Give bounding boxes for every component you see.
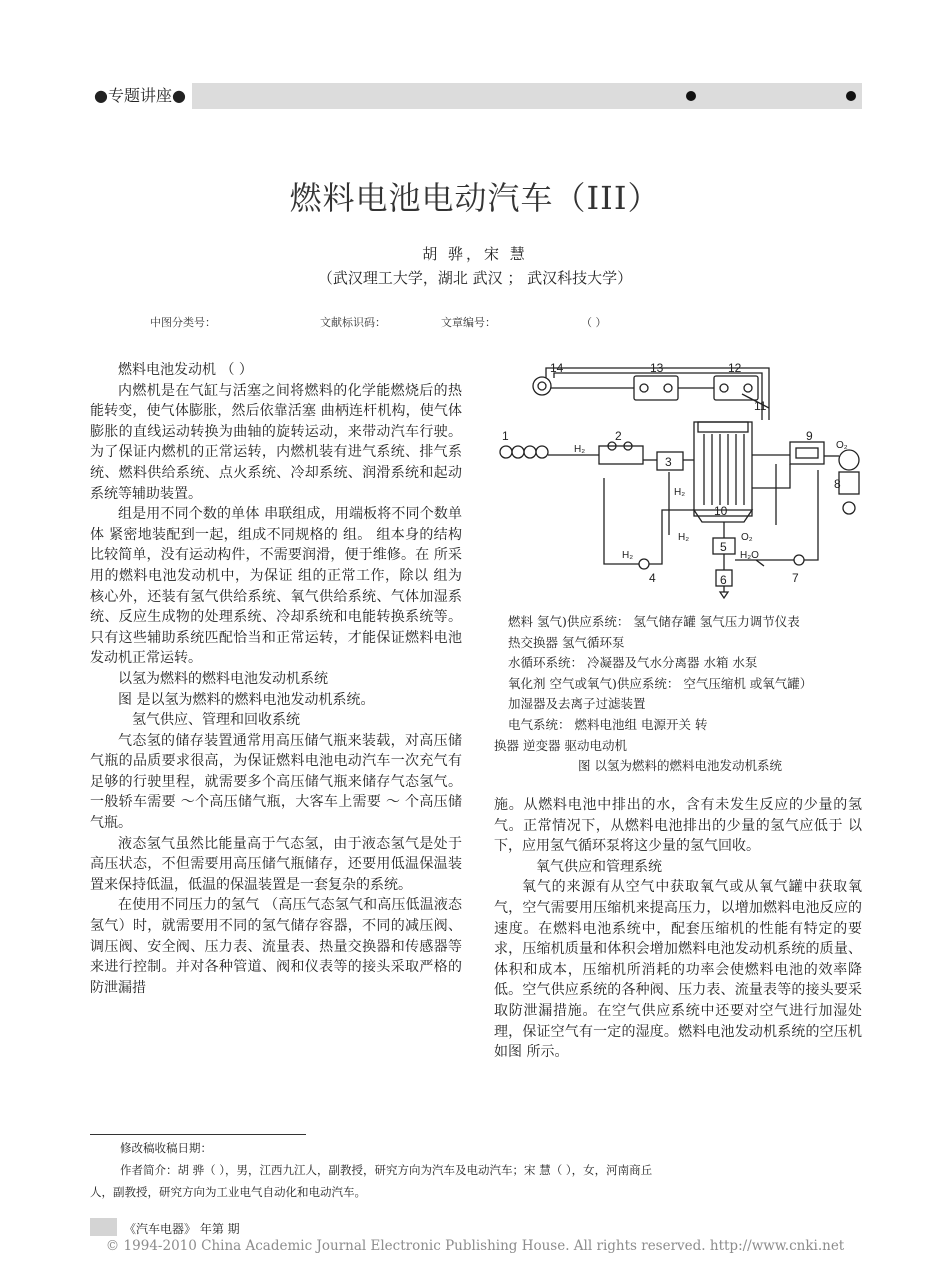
footnote: [90, 1137, 862, 1203]
component-label: 12: [728, 361, 742, 375]
column-tag: ●专题讲座●: [90, 83, 192, 109]
gas-label-h2o: H₂O: [740, 550, 759, 561]
article-number-parens: （ ）: [581, 316, 607, 329]
inverter-shape: [640, 384, 648, 392]
fuel-cell-system-diagram: [494, 360, 864, 612]
received-date: 修改稿收稿日期：: [120, 1141, 212, 1155]
section-heading: 氢气供应、管理和回收系统: [132, 712, 300, 729]
component-label: 10: [714, 504, 728, 518]
authors: 胡 骅，宋 慧: [422, 245, 528, 263]
copyright-line: © 1994-2010 China Academic Journal Electronic Publishing House. All rights reserved. http://www.cnki.net: [105, 1238, 845, 1254]
component-label: 1: [502, 429, 509, 443]
drive-motor-shape: [538, 382, 546, 390]
fuel-cell-stack-shape: [698, 422, 748, 432]
section-heading: 氧气供应和管理系统: [536, 858, 662, 875]
section-heading: 以氢为燃料的燃料电池发动机系统: [118, 670, 328, 687]
footnote-rule: [90, 1134, 306, 1135]
paragraph: 液态氢气虽然比能量高于气态氢，由于液态氢气是处于高压状态，不但需要用高压储气瓶储存，还要用低温保温装置来保持低温，低温的保温装置是一套复杂的系统。: [90, 835, 462, 893]
doc-code-label: 文献标识码：: [320, 316, 386, 329]
component-label: 8: [834, 477, 841, 491]
figure-title: 图 以氢为燃料的燃料电池发动机系统: [578, 758, 782, 774]
gas-label-h2: H₂: [622, 550, 634, 561]
component-label: 9: [806, 429, 813, 443]
gas-label-o2: O₂: [741, 532, 753, 543]
drive-motor-shape: [533, 377, 551, 395]
caption-line: 热交换器 氢气循环泵: [508, 634, 625, 650]
article-title: 燃料电池电动汽车（III）: [289, 179, 661, 217]
caption-line: 电气系统： 燃料电池组 电源开关 转: [508, 716, 708, 732]
paragraph: 图 是以氢为燃料的燃料电池发动机系统。: [118, 691, 375, 708]
hydrogen-tank-shape: [500, 446, 512, 458]
header-dot: [686, 91, 696, 101]
gas-label-h2: H₂: [678, 532, 690, 543]
component-label: 3: [665, 455, 672, 469]
hydrogen-tank-shape: [524, 446, 536, 458]
water-line: [804, 470, 818, 560]
component-label: 14: [550, 361, 564, 375]
converter-shape: [720, 384, 728, 392]
gas-label-h2: H₂: [674, 487, 686, 498]
author-bio: 人，副教授，研究方向为工业电气自动化和电动汽车。: [90, 1185, 366, 1199]
pressure-regulator-shape: [599, 446, 643, 464]
oxygen-line: [752, 464, 790, 488]
inverter-shape: [664, 384, 672, 392]
humidifier-shape: [796, 448, 818, 458]
component-label: 7: [792, 571, 799, 585]
right-column: [494, 795, 862, 1063]
caption-line: 换器 逆变器 驱动电动机: [494, 737, 627, 753]
affiliations: （武汉理工大学，湖北 武汉 ； 武汉科技大学）: [317, 269, 633, 287]
left-column: [90, 360, 462, 998]
air-compressor-shape: [843, 502, 855, 514]
header-dot: [846, 91, 856, 101]
paragraph: 组是用不同个数的单体 串联组成，用端板将不同个数单体 紧密地装配到一起，组成不同规格的 组。 组本身的结构比较简单，没有运动构件，不需要润滑，便于维修。在 所采用的燃料电池发动机中，为保证 组的正常工作，除以 组为核心外，还装有氢气供给系统、氧气供给系统、气体加湿系统、反应生成物的处理系统、冷却系统和电能转换系统等。只有这些辅助系统匹配恰当和正常运转，才能保证燃料电池发动机正常运转。: [90, 506, 462, 667]
air-compressor-shape: [839, 472, 859, 494]
page-number-box: [90, 1218, 117, 1236]
author-bio: 作者简介：胡 骅（ ），男，江西九江人，副教授，研究方向为汽车及电动汽车；宋 慧（ ），女，河南商丘: [120, 1163, 653, 1177]
paragraph: 氧气的来源有从空气中获取氧气或从氧气罐中获取氧气，空气需要用压缩机来提高压力，以增加燃料电池反应的速度。在燃料电池系统中，配套压缩机的性能有特定的要求，压缩机质量和体积会增加燃料电池发动机系统的质量、体积和成本，压缩机所消耗的功率会使燃料电池的效率降低。空气供应系统的各种阀、压力表、流量表等的接头要采取防泄漏措施。在空气供应系统中还要对空气进行加湿处理，保证空气有一定的湿度。燃料电池发动机系统的空压机如图 所示。: [494, 879, 862, 1061]
converter-shape: [744, 384, 752, 392]
component-label: 13: [650, 361, 664, 375]
caption-line: 氧化剂 空气或氧气)供应系统： 空气压缩机 或氧气罐）: [508, 675, 813, 691]
section-heading: 燃料电池发动机 （ ）: [118, 362, 253, 378]
component-label: 5: [720, 540, 727, 554]
hydrogen-circulation-pump-shape: [639, 559, 649, 569]
component-label: 2: [615, 429, 622, 443]
component-label: 4: [649, 571, 656, 585]
column-header-bar: [90, 83, 862, 109]
paragraph: 在使用不同压力的氢气 （高压气态氢气和高压低温液态氢气）时，就需要用不同的氢气储存容器，不同的减压阀、调压阀、安全阀、压力表、流量表、热量交换器和传感器等来进行控制。并对各种管道、阀和仪表等的接头采取严格的防泄漏措: [90, 897, 462, 996]
paragraph: 内燃机是在气缸与活塞之间将燃料的化学能燃烧后的热能转变，使气体膨胀，然后依靠活塞 曲柄连杆机构，使气体膨胀的直线运动转换为曲轴的旋转运动，来带动汽车行驶。为了保证内燃机的正常运转，内燃机装有进气系统、排气系统、燃料供给系统、点火系统、冷却系统、润滑系统和起动系统等辅助装置。: [90, 382, 462, 502]
journal-info: 《汽车电器》 年第 期: [124, 1222, 240, 1236]
water-pump-shape: [794, 555, 804, 565]
water-pump-shape: [720, 592, 728, 598]
gas-label-o2: O₂: [836, 440, 848, 451]
caption-line: 加湿器及去离子过滤装置: [508, 696, 646, 712]
air-compressor-shape: [839, 450, 859, 470]
caption-line: 水循环系统： 冷凝器及气水分离器 水箱 水泵: [508, 655, 758, 671]
fuel-cell-stack-shape: [694, 422, 752, 516]
classification-label: 中图分类号：: [150, 316, 216, 329]
power-cable-line: [554, 373, 762, 420]
figure-caption: [494, 612, 862, 777]
paragraph: 气态氢的储存装置通常用高压储气瓶来装载，对高压储气瓶的品质要求很高，为保证燃料电池电动汽车一次充气有足够的行驶里程，就需要多个高压储气瓶来储存气态氢气。一般轿车需要 ～个高压储气瓶，大客车上需要 ～ 个高压储气瓶。: [90, 732, 462, 832]
component-label: 11: [754, 399, 767, 413]
paragraph: 施。从燃料电池中排出的水，含有未发生反应的少量的氢气。正常情况下，从燃料电池排出的少量的氢气应低于 以下，应用氢气循环泵将这少量的氢气回收。: [494, 797, 862, 855]
component-label: 6: [720, 573, 727, 587]
article-number-label: 文章编号：: [441, 316, 496, 329]
caption-line: 燃料 氢气)供应系统： 氢气储存罐 氢气压力调节仪表: [508, 614, 800, 629]
hydrogen-tank-shape: [512, 446, 524, 458]
hydrogen-tank-shape: [536, 446, 548, 458]
humidifier-shape: [790, 442, 824, 464]
gas-label-h2: H₂: [574, 444, 586, 455]
